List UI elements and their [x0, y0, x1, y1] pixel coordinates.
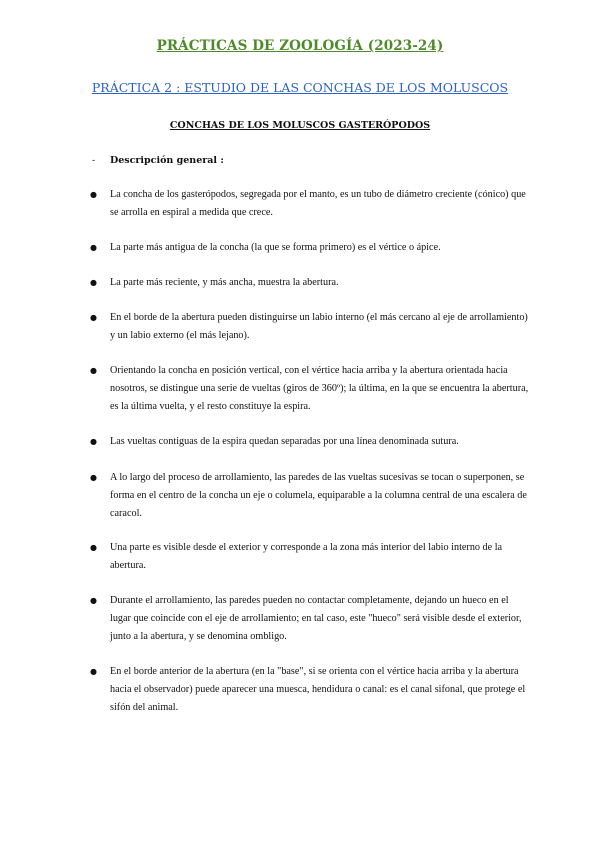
- list-item-text: Orientando la concha en posición vertical, con el vértice hacia arriba y la abertura orientada hacia nosotros, se distingue una serie de vueltas (giros de 360º); la última, en la que se encuentra la abertura, es la última vuelta, y el resto constituye la espira.: [110, 365, 529, 412]
- list-item-text: La parte más reciente, y más ancha, muestra la abertura.: [110, 277, 339, 288]
- section-heading: CONCHAS DE LOS MOLUSCOS GASTERÓPODOS: [169, 120, 431, 131]
- list-item-text: Las vueltas contiguas de la espira quedan separadas por una línea denominada sutura.: [110, 436, 459, 447]
- bullet-icon: ●: [90, 667, 97, 676]
- bullet-icon: ●: [90, 596, 97, 605]
- practice-title: PRÁCTICA 2 : ESTUDIO DE LAS CONCHAS DE LOS MOLUSCOS: [91, 80, 509, 95]
- list-item-text: En el borde anterior de la abertura (en la "base", si se orienta con el vértice hacia arriba y la abertura hacia el observador) puede aparecer una muesca, hendidura o canal: es el canal sifonal, que protege el sifón del animal.: [110, 666, 526, 713]
- list-item-text: Durante el arrollamiento, las paredes pueden no contactar completamente, dejando un hueco en el lugar que coincide con el eje de arrollamiento; en tal caso, este "hueco" será visible desde el exterior, junto a la abertura, y se denomina ombligo.: [110, 595, 522, 642]
- bullet-icon: ●: [90, 437, 97, 446]
- list-item-text: En el borde de la abertura pueden distinguirse un labio interno (el más cercano al eje de arrollamiento) y un labio externo (el más lejano).: [110, 312, 528, 341]
- bullet-icon: ●: [90, 190, 97, 199]
- bullet-icon: ●: [90, 243, 97, 252]
- bullet-icon: ●: [90, 543, 97, 552]
- bullet-icon: ●: [90, 366, 97, 375]
- document-title: PRÁCTICAS DE ZOOLOGÍA (2023-24): [156, 38, 444, 54]
- description-label: Descripción general :: [110, 155, 224, 166]
- bullet-icon: ●: [90, 278, 97, 287]
- bullet-icon: ●: [90, 473, 97, 482]
- list-item-text: A lo largo del proceso de arrollamiento, las paredes de las vueltas sucesivas se tocan o superponen, se forma en el centro de la concha un eje o columela, equiparable a la columna central de una escalera de caracol.: [110, 472, 527, 519]
- list-item-text: Una parte es visible desde el exterior y corresponde a la zona más interior del labio interno de la abertura.: [110, 542, 503, 571]
- list-item-text: La concha de los gasterópodos, segregada por el manto, es un tubo de diámetro creciente (cónico) que se arrolla en espiral a medida que crece.: [110, 189, 526, 218]
- dash-marker: -: [92, 155, 96, 166]
- bullet-icon: ●: [90, 313, 97, 322]
- list-item-text: La parte más antigua de la concha (la que se forma primero) es el vértice o ápice.: [110, 242, 441, 253]
